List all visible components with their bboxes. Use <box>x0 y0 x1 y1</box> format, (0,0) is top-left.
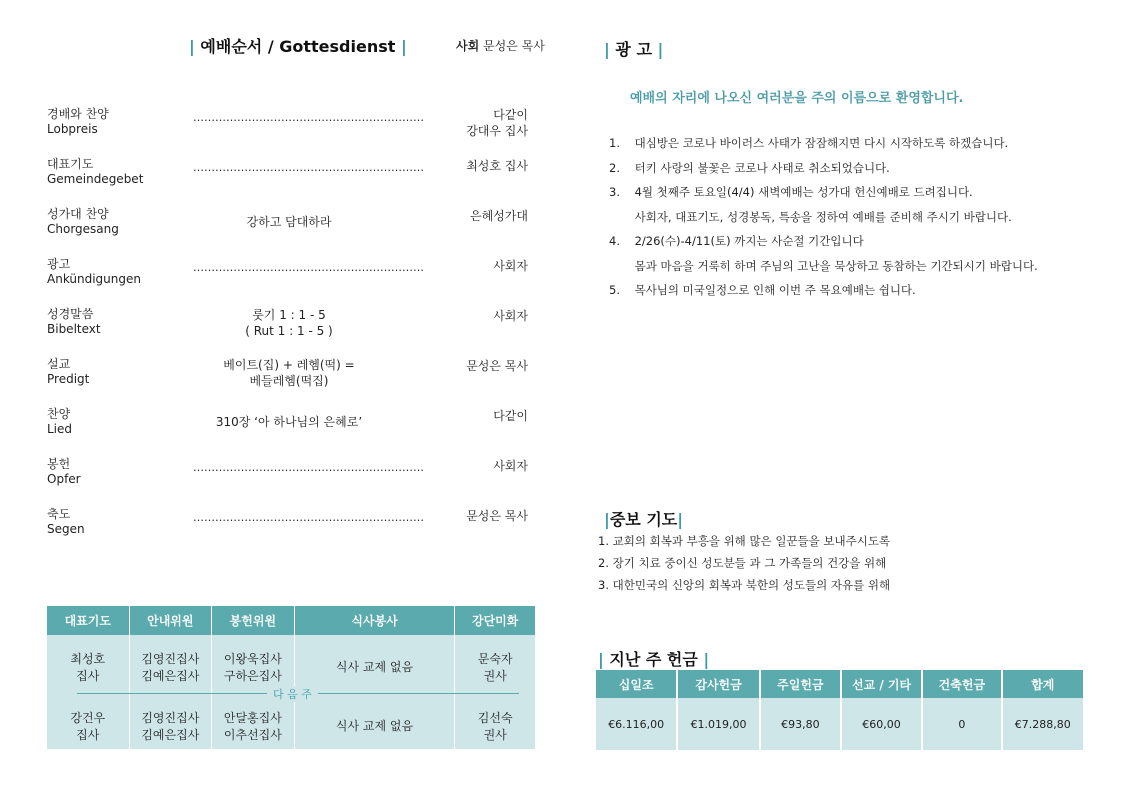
offering-title: 지난 주 헌금 <box>609 650 698 669</box>
duty-cell: 식사 교제 없음 <box>294 695 455 749</box>
offering-title-block <box>598 647 709 670</box>
notice-item: 5. 목사님의 미국일정으로 인해 이번 주 목요예배는 쉽니다. <box>609 283 916 297</box>
service-title: 예배순서 / Gottesdienst <box>200 37 396 56</box>
notice-title: 광 고 <box>615 40 652 59</box>
title-bar-right: | <box>703 650 710 669</box>
service-item-leader: 은혜성가대 <box>470 209 528 223</box>
title-bar-left: | <box>598 650 604 669</box>
service-item-content: 강하고 담대하라 <box>246 215 332 229</box>
offering-header-2: 주일헌금 <box>760 670 841 698</box>
offering-header-0: 십일조 <box>596 670 677 698</box>
notice-item: 3. 4월 첫째주 토요일(4/4) 새벽예배는 성가대 헌신예배로 드려집니다. <box>609 185 973 199</box>
service-item-leader: 최성호 집사 <box>466 159 528 173</box>
notice-title-block <box>604 37 663 60</box>
service-item-leader: 다같이 <box>493 409 528 423</box>
duty-header-3: 식사봉사 <box>294 606 455 635</box>
offering-value-3: €60,00 <box>841 698 922 750</box>
service-item-de: Chorgesang <box>47 222 119 236</box>
notice-item: 몸과 마음을 거룩히 하며 주님의 고난을 묵상하고 동참하는 기간되시기 바랍니다. <box>609 258 1038 273</box>
service-item-ko: 경배와 찬양 <box>47 107 109 121</box>
service-item-dots: ……………………………………………………… <box>193 111 424 124</box>
duty-table-wrap <box>47 606 536 749</box>
next-week-label: 다 음 주 <box>267 686 318 702</box>
service-item-ko: 찬양 <box>47 407 71 421</box>
service-item-leader: 사회자 <box>493 309 528 323</box>
duty-header-1: 안내위원 <box>129 606 212 635</box>
notice-item: 1. 대심방은 코로나 바이러스 사태가 잠잠해지면 다시 시작하도록 하겠습니다. <box>609 136 1009 150</box>
duty-cell: 김영진집사 김예은집사 <box>129 635 212 695</box>
service-item-de: Lied <box>47 422 73 436</box>
notice-item: 2. 터키 사랑의 불꽃은 코로나 사태로 취소되었습니다. <box>609 160 890 175</box>
service-item-ko: 광고 <box>47 257 71 271</box>
service-item-de: Opfer <box>47 472 81 486</box>
duty-header-0: 대표기도 <box>47 606 129 635</box>
service-item-ko: 봉헌 <box>47 457 71 471</box>
offering-value-5: €7.288,80 <box>1002 698 1084 750</box>
service-item-content: 310장 ‘아 하나님의 은혜로’ <box>215 415 363 429</box>
service-item-leader: 다같이 강대우 집사 <box>466 108 528 138</box>
duty-cell: 김영진집사 김예은집사 <box>129 695 212 749</box>
prayer-item: 3. 대한민국의 신앙의 회복과 북한의 성도들의 자유를 위해 <box>598 578 891 592</box>
duty-cell: 안달홍집사 이추선집사 <box>212 695 295 749</box>
duty-cell: 문숙자 권사 <box>455 635 536 695</box>
notice-list-wrap <box>609 131 1038 303</box>
service-item-dots: ……………………………………………………… <box>193 511 424 524</box>
service-item-de: Ankündigungen <box>47 272 141 286</box>
duty-header-4: 강단미화 <box>455 606 536 635</box>
duty-cell: 김선숙 권사 <box>455 695 536 749</box>
offering-header-3: 선교 / 기타 <box>841 670 922 698</box>
duty-cell: 식사 교제 없음 <box>294 635 455 695</box>
service-item-dots: ……………………………………………………… <box>193 261 424 274</box>
title-bar-left: | <box>189 37 195 56</box>
duty-cell: 이왕욱집사 구하은집사 <box>212 635 295 695</box>
offering-value-0: €6.116,00 <box>596 698 677 750</box>
prayer-title: 중보 기도 <box>609 510 678 529</box>
service-item-ko: 축도 <box>47 507 71 521</box>
offering-header-1: 감사헌금 <box>677 670 759 698</box>
duty-cell: 최성호 집사 <box>47 635 129 695</box>
duty-header-row <box>47 606 536 635</box>
offering-header-5: 합계 <box>1002 670 1084 698</box>
prayer-item: 2. 장기 치료 중이신 성도분들 과 그 가족들의 건강을 위해 <box>598 556 887 570</box>
service-item-de: Segen <box>47 522 85 536</box>
offering-table <box>596 670 1085 750</box>
duty-cell: 강건우 집사 <box>47 695 129 749</box>
offering-header-4: 건축헌금 <box>922 670 1001 698</box>
service-item-leader: 사회자 <box>493 259 528 273</box>
offering-value-2: €93,80 <box>760 698 841 750</box>
service-item-leader: 문성은 목사 <box>466 509 528 523</box>
prayer-list-wrap <box>598 530 890 596</box>
offering-header-row <box>596 670 1084 698</box>
welcome-text: 예배의 자리에 나오신 여러분을 주의 이름으로 환영합니다. <box>630 91 964 106</box>
notice-list <box>609 131 1038 303</box>
offering-table-wrap <box>596 670 1085 750</box>
notice-item: 4. 2/26(수)-4/11(토) 까지는 사순절 기간입니다 <box>609 234 864 248</box>
offering-value-4: 0 <box>922 698 1001 750</box>
offering-value-1: €1.019,00 <box>677 698 759 750</box>
host-label: 사회 <box>456 39 480 53</box>
service-item-de: Predigt <box>47 372 90 386</box>
prayer-list <box>598 530 890 596</box>
service-host <box>456 37 545 54</box>
service-item-leader: 사회자 <box>493 459 528 473</box>
title-bar-right: | <box>677 510 684 529</box>
title-bar-left: | <box>604 40 610 59</box>
prayer-item: 1. 교회의 회복과 부흥을 위해 많은 일꾼들을 보내주시도록 <box>598 534 891 548</box>
title-bar-right: | <box>657 40 664 59</box>
offering-values-row <box>596 698 1084 750</box>
service-item-ko: 성경말씀 <box>47 307 94 321</box>
duty-table <box>47 606 536 749</box>
host-name: 문성은 목사 <box>483 39 545 53</box>
duty-row-next-week <box>47 695 536 749</box>
service-item-ko: 성가대 찬양 <box>47 207 109 221</box>
duty-header-2: 봉헌위원 <box>212 606 295 635</box>
service-item-de: Bibeltext <box>47 322 101 336</box>
service-title-block <box>189 34 407 57</box>
service-item-content: 룻기 1 : 1 - 5 ( Rut 1 : 1 - 5 ) <box>245 308 333 338</box>
service-item-de: Lobpreis <box>47 122 98 136</box>
title-bar-right: | <box>400 37 407 56</box>
service-item-dots: ……………………………………………………… <box>193 461 424 474</box>
service-item-ko: 대표기도 <box>47 157 94 171</box>
service-item-leader: 문성은 목사 <box>466 359 528 373</box>
service-item-content: 베이트(집) + 레헴(떡) = 베들레헴(떡집) <box>223 358 355 388</box>
prayer-title-block <box>604 507 683 530</box>
service-item-dots: ……………………………………………………… <box>193 161 424 174</box>
title-bar-left: | <box>604 510 610 529</box>
service-item-ko: 설교 <box>47 357 71 371</box>
service-item-de: Gemeindegebet <box>47 172 144 186</box>
notice-item: 사회자, 대표기도, 성경봉독, 특송을 정하여 예배를 준비해 주시기 바랍니다. <box>609 209 1012 224</box>
